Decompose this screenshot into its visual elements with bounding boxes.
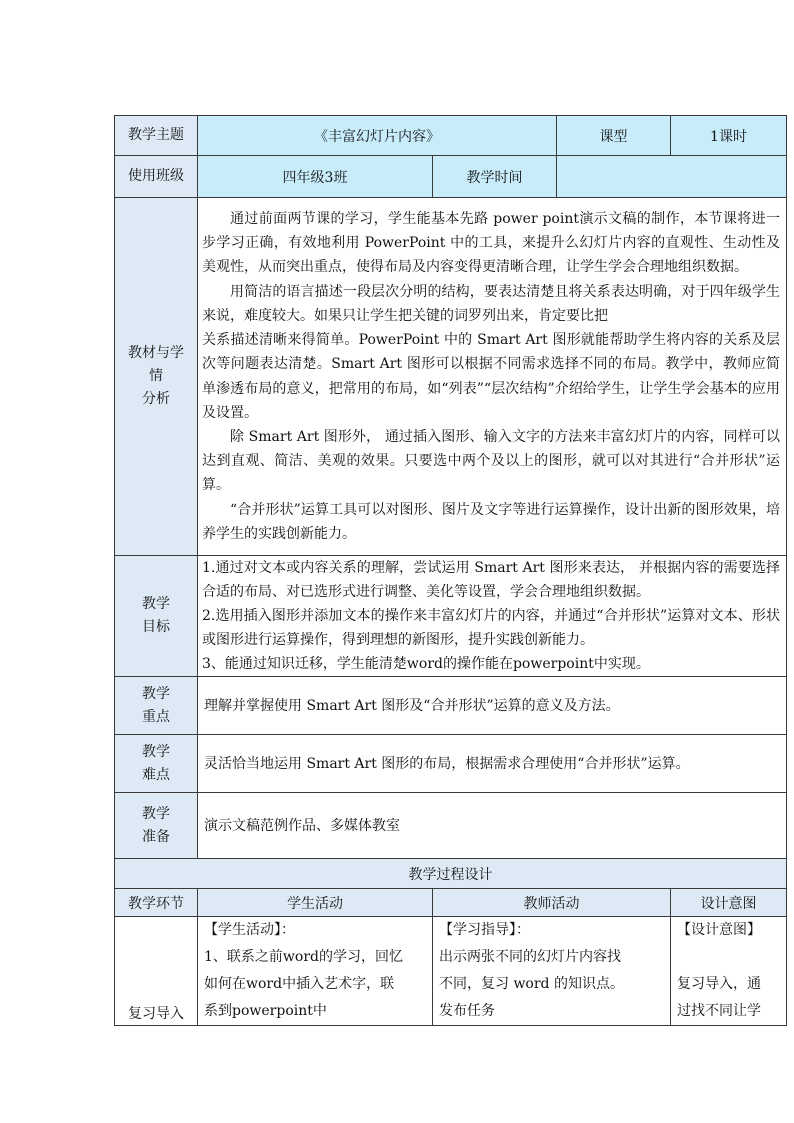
- process-row-review: [115, 917, 787, 1026]
- teaching-time-value: [557, 156, 787, 198]
- goals-label: [115, 556, 198, 677]
- teacher-line-2: 出示两张不同的幻灯片内容找: [439, 949, 621, 965]
- goal-1: 1.通过对文本或内容关系的理解，尝试运用 Smart Art 图形来表达， 并根据内容的需要选择合适的布局、对已选形式进行调整、美化等设置，学会合理地组织数据。: [202, 560, 780, 600]
- teaching-time-label: 教学时间: [433, 156, 557, 198]
- student-line-2: 1、联系之前word的学习，回忆: [204, 949, 403, 965]
- process-header-row: [115, 889, 787, 917]
- preparation-label: [115, 793, 198, 859]
- lesson-type-label: 课型: [557, 116, 671, 156]
- difficulties-content: 灵活恰当地运用 Smart Art 图形的布局，根据需求合理使用“合并形状”运算。: [198, 735, 787, 793]
- preparation-content: 演示文稿范例作品、多媒体教室: [198, 793, 787, 859]
- student-line-4: 系到powerpoint中: [204, 1003, 327, 1019]
- header-teacher-activity: 教师活动: [433, 889, 671, 917]
- goal-2: 2.选用插入图形并添加文本的操作来丰富幻灯片的内容，并通过“合并形状”运算对文本、形状或图形进行运算操作，得到理想的新图形，提升实践创新能力。: [202, 608, 780, 648]
- design-intent-cell: [671, 917, 787, 1026]
- header-design-intent: 设计意图: [671, 889, 787, 917]
- intent-line-4: 过找不同让学: [677, 1003, 761, 1019]
- topic-label: 教学主题: [115, 116, 198, 156]
- analysis-paragraph-2b: 关系描述清晰来得简单。PowerPoint 中的 Smart Art 图形就能帮助学生将内容的关系及层次等问题表达清楚。Smart Art 图形可以根据不同需求选择不同的布局。教学中，教师应简单渗透布局的意义，把常用的布局，如“列表”“层次结构”介绍给学生，让学生学会基本的应用及设置。: [202, 332, 780, 421]
- header-student-activity: 学生活动: [198, 889, 433, 917]
- analysis-row: [115, 198, 787, 556]
- goal-3: 3、能通过知识迁移，学生能清楚word的操作能在powerpoint中实现。: [202, 656, 650, 672]
- difficulties-row: [115, 735, 787, 793]
- process-title: 教学过程设计: [115, 859, 787, 889]
- intent-line-1: 【设计意图】: [677, 922, 761, 938]
- class-label: 使用班级: [115, 156, 198, 198]
- analysis-paragraph-3: 除 Smart Art 图形外， 通过插入图形、输入文字的方法来丰富幻灯片的内容，同样可以达到直观、简洁、美观的效果。只要选中两个及以上的图形，就可以对其进行“合并形状”运算。: [202, 428, 780, 494]
- key-points-label-line1: 教学: [142, 685, 170, 702]
- goals-row: [115, 556, 787, 677]
- key-points-content: 理解并掌握使用 Smart Art 图形及“合并形状”运算的意义及方法。: [198, 677, 787, 735]
- analysis-label-line1: 教材与学: [128, 345, 184, 361]
- header-stage: 教学环节: [115, 889, 198, 917]
- topic-row: [115, 116, 787, 156]
- key-points-label: [115, 677, 198, 735]
- difficulties-label-line2: 难点: [142, 766, 170, 783]
- preparation-row: [115, 793, 787, 859]
- student-activity-cell: [198, 917, 433, 1026]
- lesson-type-value: 1课时: [671, 116, 787, 156]
- student-line-1: 【学生活动】：: [204, 922, 295, 938]
- teacher-activity-cell: [433, 917, 671, 1026]
- difficulties-label: [115, 735, 198, 793]
- goals-content: [198, 556, 787, 677]
- teacher-line-1: 【学习指导】：: [439, 922, 530, 938]
- lesson-plan-table: [114, 115, 787, 1026]
- teacher-line-4: 发布任务: [439, 1003, 495, 1019]
- intent-line-2: [671, 944, 786, 971]
- analysis-label: [115, 198, 198, 556]
- analysis-label-line3: 分析: [142, 391, 170, 407]
- process-title-row: [115, 859, 787, 889]
- class-row: [115, 156, 787, 198]
- goals-label-line1: 教学: [142, 596, 170, 612]
- teacher-line-3: 不同，复习 word 的知识点。: [439, 976, 624, 992]
- class-value: 四年级3班: [198, 156, 433, 198]
- difficulties-label-line1: 教学: [142, 743, 170, 760]
- stage-cell: 复习导入: [115, 917, 198, 1026]
- preparation-label-line2: 准备: [142, 828, 170, 845]
- key-points-row: [115, 677, 787, 735]
- intent-line-3: 复习导入，通: [677, 976, 761, 992]
- preparation-label-line1: 教学: [142, 805, 170, 822]
- analysis-paragraph-1: 通过前面两节课的学习，学生能基本先路 power point演示文稿的制作，本节课将进一步学习正确，有效地利用 PowerPoint 中的工具，来提升么幻灯片内容的直观性、生动性及美观性，从而突出重点，使得布局及内容变得更清晰合理，让学生学会合理地组织数据。: [202, 211, 780, 276]
- goals-label-line2: 目标: [142, 619, 170, 635]
- analysis-label-line2: 情: [149, 368, 163, 384]
- analysis-paragraph-4: “合并形状”运算工具可以对图形、图片及文字等进行运算操作，设计出新的图形效果，培养学生的实践创新能力。: [202, 501, 780, 542]
- analysis-paragraph-2a: 用简洁的语言描述一段层次分明的结构，要表达清楚且将关系表达明确，对于四年级学生来说，难度较大。如果只让学生把关键的词罗列出来，肯定要比把: [202, 283, 780, 324]
- key-points-label-line2: 重点: [142, 708, 170, 725]
- student-line-3: 如何在word中插入艺术字，联: [204, 976, 395, 992]
- topic-value: 《丰富幻灯片内容》: [198, 116, 557, 156]
- analysis-content: [198, 198, 787, 556]
